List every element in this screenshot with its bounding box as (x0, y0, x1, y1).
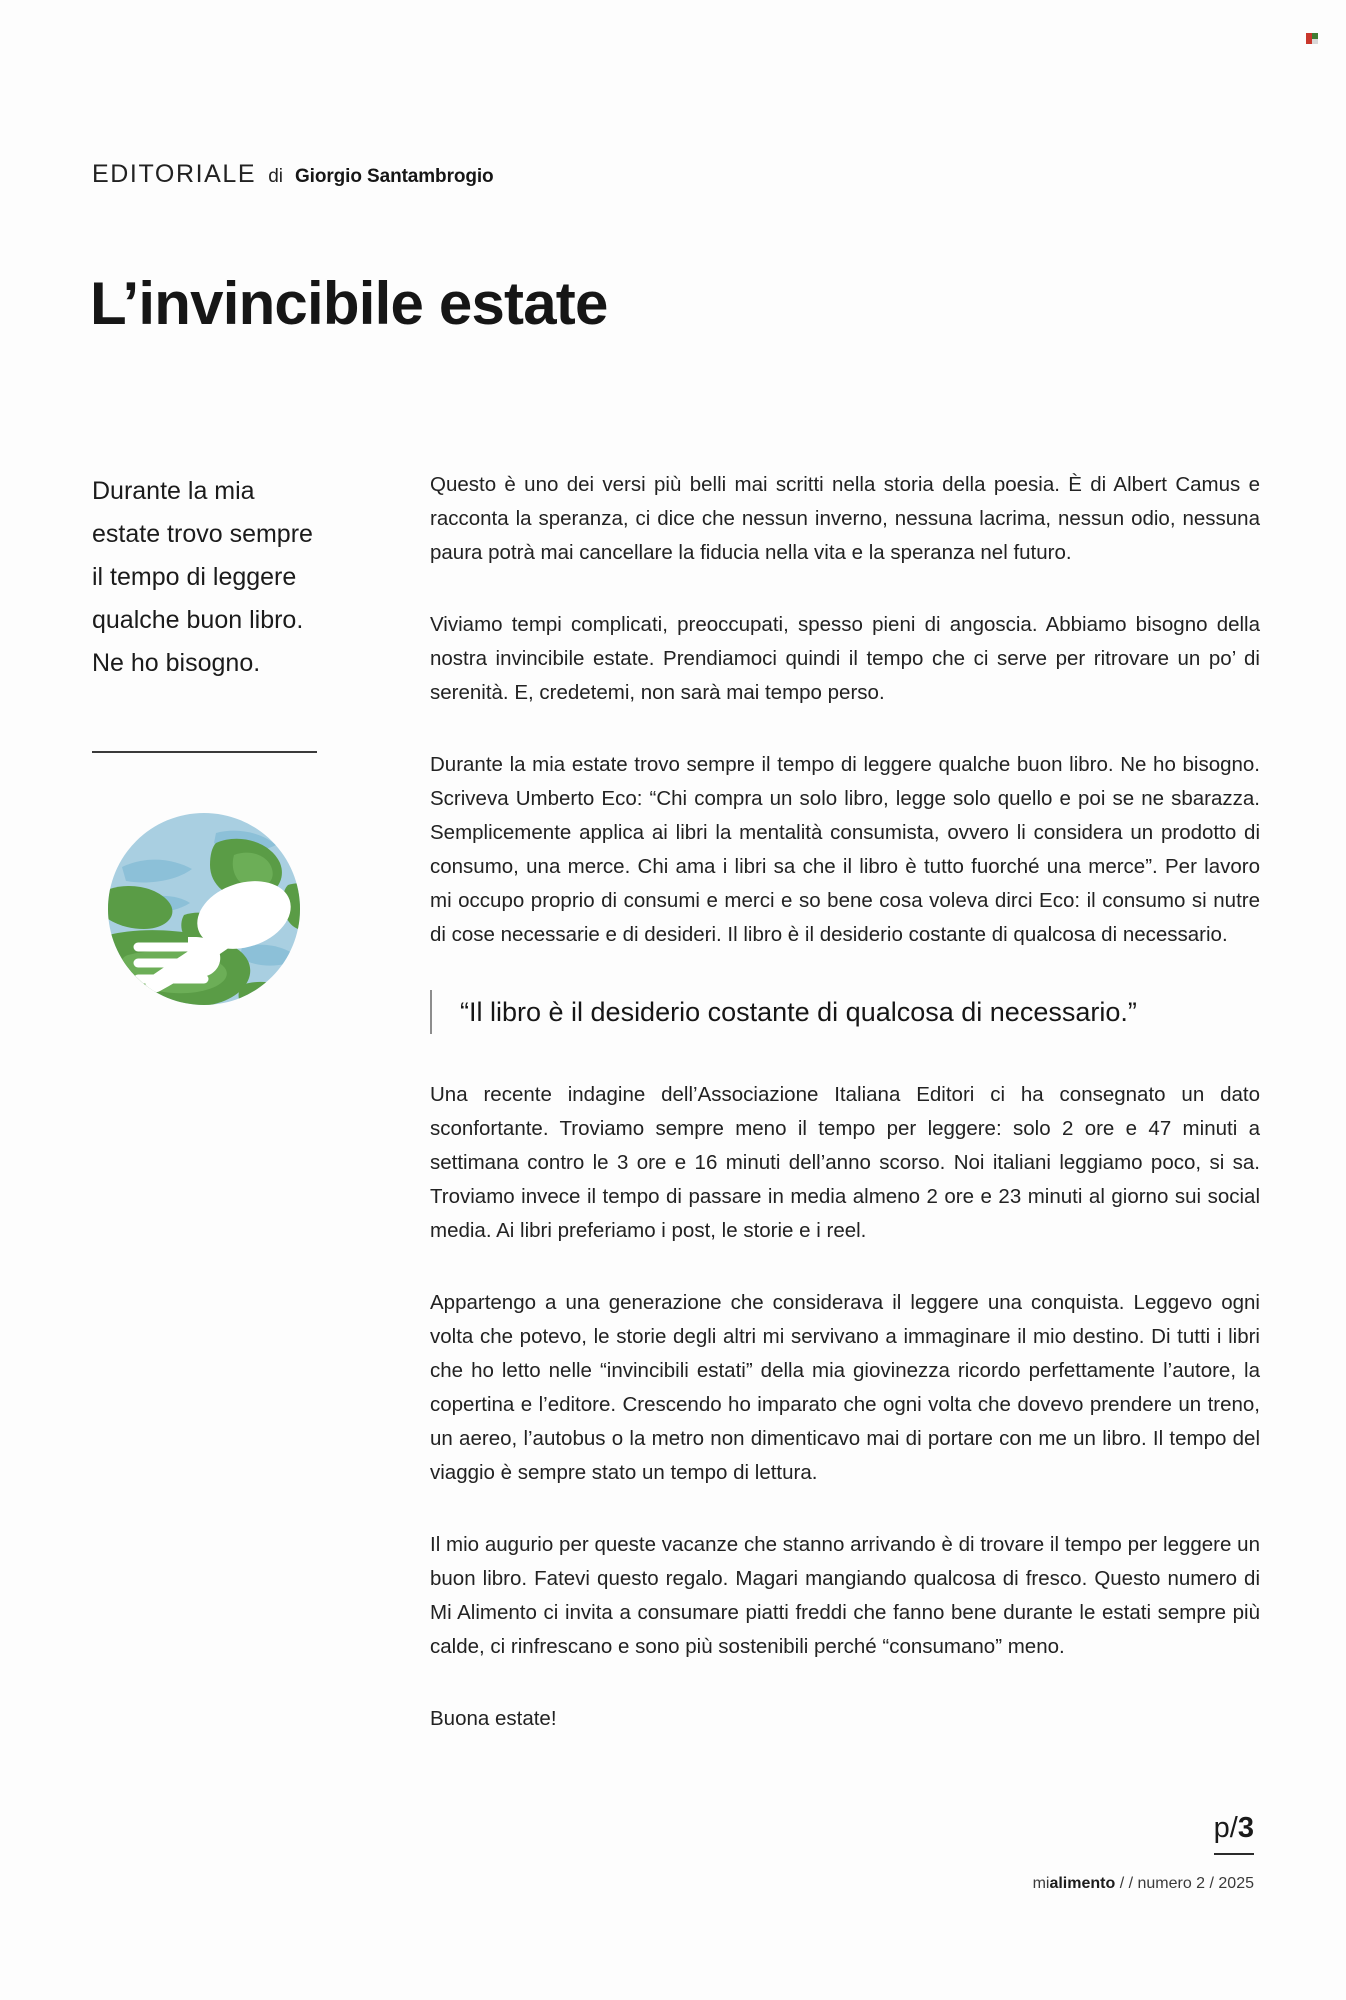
left-rail (92, 470, 322, 1021)
colophon-brand-light: mi (1032, 1875, 1050, 1892)
paragraph: Durante la mia estate trovo sempre il tempo di leggere qualche buon libro. Ne ho bisogno. Scriveva Umberto Eco: “Chi compra un solo libro, legge solo quello e poi se ne sbarazza. Semplicemente applica ai libri la mentalità consumista, ovvero li considera un prodotto di consumo, una merce. Chi ama i libri sa che il libro è tutto fuorché una merce”. Per lavoro mi occupo proprio di consumi e merci e so bene cosa voleva dirci Eco: il consumo si nutre di cose necessarie e di desideri. Il libro è il desiderio costante di qualcosa di necessario. (430, 753, 1260, 946)
colophon (1033, 1875, 1254, 1893)
byline-preposition: di (268, 166, 283, 187)
folio-divider (1214, 1853, 1254, 1855)
paragraph: Il mio augurio per queste vacanze che stanno arrivando è di trovare il tempo per leggere un buon libro. Fatevi questo regalo. Magari mangiando qualcosa di fresco. Questo numero di Mi Alimento ci invita a consumare piatti freddi che fanno bene durante le estati sempre più calde, ci rinfrescano e sono più sostenibili perché “consumano” meno. (430, 1533, 1260, 1658)
folio-value: 3 (1237, 1812, 1254, 1844)
folio-number (1214, 1812, 1254, 1845)
page-folio (1214, 1812, 1254, 1855)
colophon-brand-bold: alimento (1049, 1875, 1116, 1892)
corner-mark-grey-block (1312, 39, 1318, 44)
paragraph-signoff: Buona estate! (430, 1707, 557, 1730)
folio-prefix: p/ (1213, 1812, 1238, 1844)
byline-author: Giorgio Santambrogio (295, 166, 494, 187)
section-label: EDITORIALE (92, 160, 257, 188)
paragraph: Questo è uno dei versi più belli mai scritti nella storia della poesia. È di Albert Camus e racconta la speranza, ci dice che nessun inverno, nessuna lacrima, nessun odio, nessuna paura potrà mai cancellare la fiducia nella vita e la speranza nel futuro. (430, 473, 1260, 564)
paragraph: Appartengo a una generazione che considerava il leggere una conquista. Leggevo ogni volta che potevo, le storie degli altri mi servivano a immaginare il mio destino. Di tutti i libri che ho letto nelle “invincibili estati” della mia giovinezza ricordo perfettamente l’autore, la copertina e l’editore. Crescendo ho imparato che ogni volta che dovevo prendere un treno, un aereo, l’autobus o la metro non dimenticavo mai di portare con me un libro. Il tempo del viaggio è sempre stato un tempo di lettura. (430, 1291, 1260, 1484)
callout-quote (430, 990, 1260, 1034)
callout-quote-text: “Il libro è il desiderio costante di qualcosa di necessario.” (460, 997, 1137, 1027)
paragraph: Viviamo tempi complicati, preoccupati, spesso pieni di angoscia. Abbiamo bisogno della nostra invincibile estate. Prendiamoci quindi il tempo che ci serve per ritrovare un po’ di serenità. E, credetemi, non sarà mai tempo perso. (430, 613, 1260, 704)
mialimento-globe-cutlery-logo (92, 797, 316, 1021)
page-title: L’invincibile estate (90, 270, 608, 338)
rail-divider (92, 751, 317, 753)
standfirst-pullquote: Durante la mia estate trovo sempre il tempo di leggere qualche buon libro. Ne ho bisogno. (92, 477, 313, 677)
corner-registration-mark (1306, 33, 1318, 44)
colophon-issue: / / numero 2 / 2025 (1115, 1875, 1254, 1892)
globe-icon (92, 797, 316, 1021)
paragraph: Una recente indagine dell’Associazione Italiana Editori ci ha consegnato un dato sconfortante. Troviamo sempre meno il tempo per leggere: solo 2 ore e 47 minuti a settimana contro le 3 ore e 16 minuti dell’anno scorso. Noi italiani leggiamo poco, si sa. Troviamo invece il tempo di passare in media almeno 2 ore e 23 minuti al giorno sui social media. Ai libri preferiamo i post, le storie e i reel. (430, 1083, 1260, 1242)
section-kicker (92, 160, 494, 189)
article-body (430, 468, 1260, 1736)
